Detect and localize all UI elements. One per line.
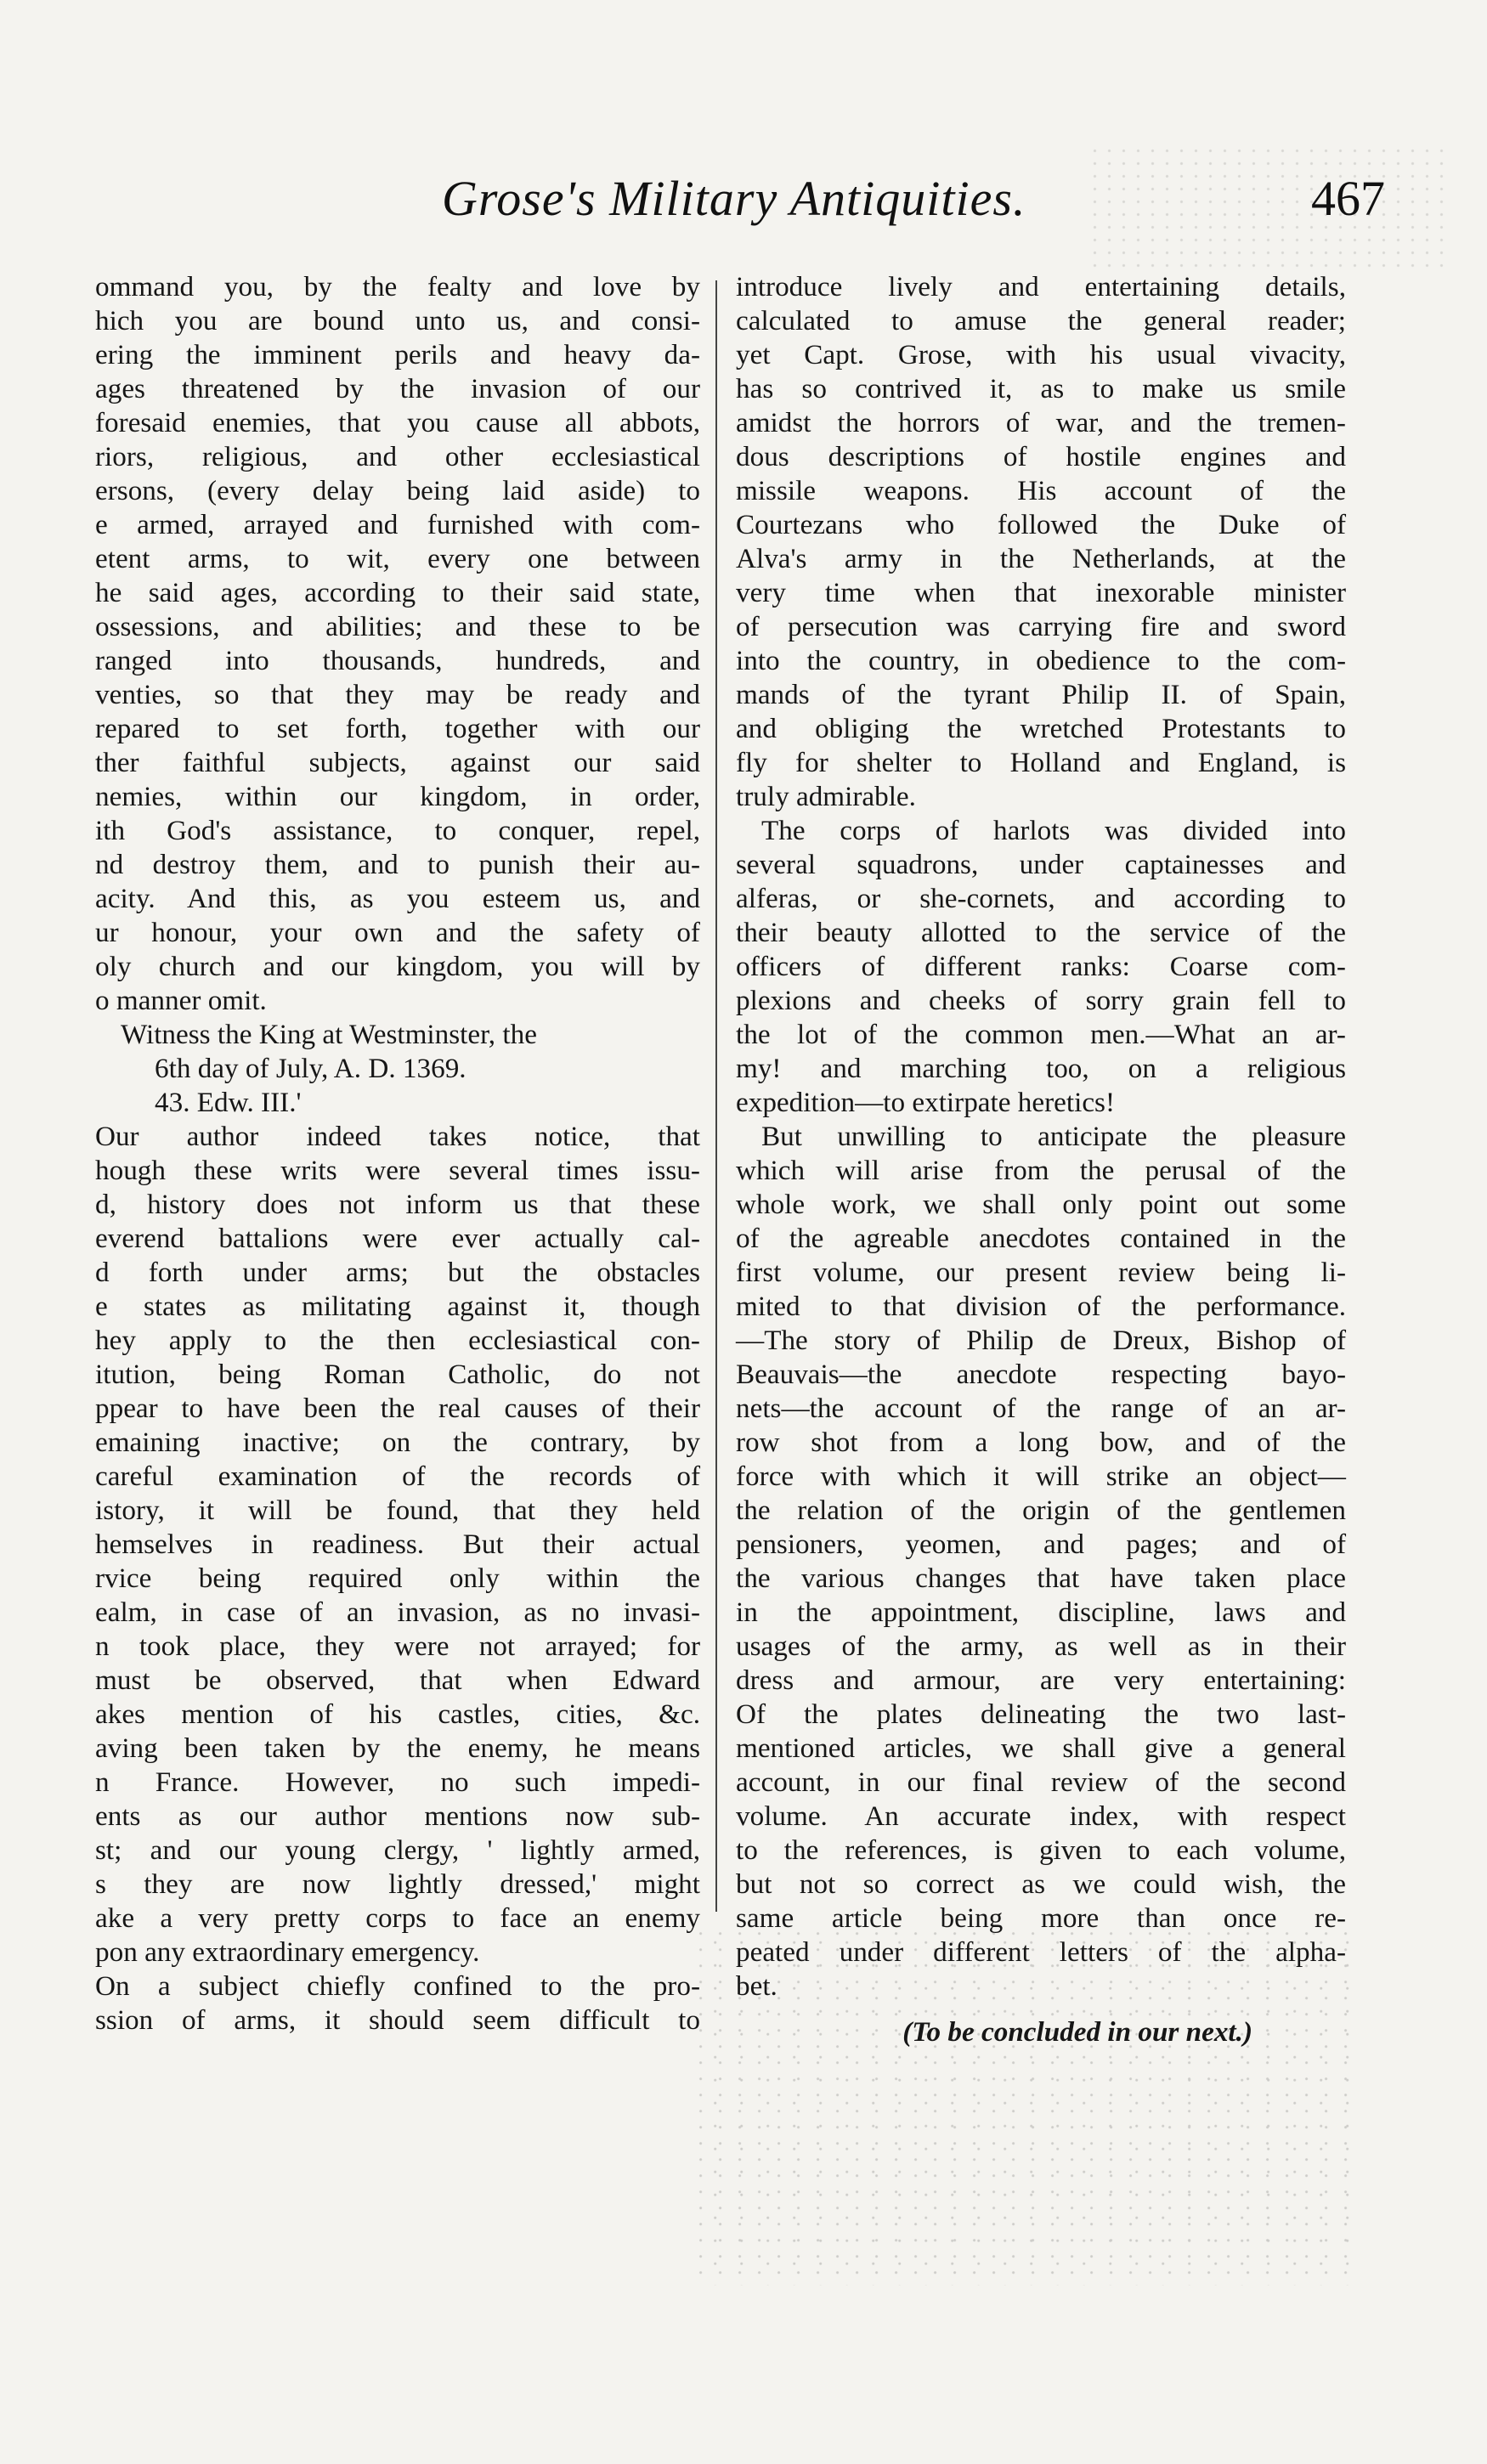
text-line: riors, religious, and other ecclesiastical — [95, 441, 700, 472]
text-line: whole work, we shall only point out some — [736, 1189, 1346, 1220]
left-column — [95, 270, 700, 2037]
running-title: Grose's Military Antiquities. — [442, 171, 1026, 226]
text-line: into the country, in obedience to the com- — [736, 645, 1346, 676]
text-line: missile weapons. His account of the — [736, 475, 1346, 506]
text-line: hey apply to the then ecclesiastical con- — [95, 1325, 700, 1356]
text-line: their beauty allotted to the service of the — [736, 917, 1346, 948]
text-line: 6th day of July, A. D. 1369. — [155, 1053, 466, 1084]
page-number: 467 — [1311, 171, 1385, 226]
text-line: amidst the horrors of war, and the tremen- — [736, 407, 1346, 438]
text-line: ages threatened by the invasion of our — [95, 373, 700, 404]
text-line: alferas, or she-cornets, and according to — [736, 883, 1346, 914]
text-line: itution, being Roman Catholic, do not — [95, 1359, 700, 1390]
text-line: 43. Edw. III.' — [155, 1087, 302, 1118]
text-line: ersons, (every delay being laid aside) to — [95, 475, 700, 506]
text-line: volume. An accurate index, with respect — [736, 1800, 1346, 1832]
text-line: careful examination of the records of — [95, 1461, 700, 1492]
text-line: pensioners, yeomen, and pages; and of — [736, 1529, 1346, 1560]
text-line: —The story of Philip de Dreux, Bishop of — [736, 1325, 1346, 1356]
text-line: the lot of the common men.—What an ar- — [736, 1019, 1346, 1050]
text-line: oly church and our kingdom, you will by — [95, 951, 700, 982]
text-line: nets—the account of the range of an ar- — [736, 1393, 1346, 1424]
text-line: expedition—to extirpate heretics! — [736, 1087, 1116, 1118]
text-line: Witness the King at Westminster, the — [121, 1019, 537, 1050]
text-line: introduce lively and entertaining details, — [736, 271, 1346, 302]
text-line: fly for shelter to Holland and England, is — [736, 747, 1346, 778]
text-line: hough these writs were several times issu- — [95, 1155, 700, 1186]
text-line: n took place, they were not arrayed; for — [95, 1630, 700, 1662]
text-line: Our author indeed takes notice, that — [95, 1121, 700, 1152]
text-line: foresaid enemies, that you cause all abbots, — [95, 407, 700, 438]
text-line: s they are now lightly dressed,' might — [95, 1868, 700, 1900]
text-line: officers of different ranks: Coarse com- — [736, 951, 1346, 982]
text-line: ranged into thousands, hundreds, and — [95, 645, 700, 676]
text-line: the various changes that have taken place — [736, 1563, 1346, 1594]
text-line: n France. However, no such impedi- — [95, 1766, 700, 1798]
text-line: peated under different letters of the alpha- — [736, 1936, 1346, 1968]
text-line: But unwilling to anticipate the pleasure — [761, 1121, 1346, 1152]
text-line: ake a very pretty corps to face an enemy — [95, 1902, 700, 1934]
text-line: emaining inactive; on the contrary, by — [95, 1427, 700, 1458]
text-line: nemies, within our kingdom, in order, — [95, 781, 700, 812]
text-line: account, in our final review of the second — [736, 1766, 1346, 1798]
text-line: Of the plates delineating the two last- — [736, 1698, 1346, 1730]
text-line: the relation of the origin of the gentlemen — [736, 1495, 1346, 1526]
text-line: On a subject chiefly confined to the pro- — [95, 1970, 700, 2002]
text-line: st; and our young clergy, ' lightly armed, — [95, 1834, 700, 1866]
text-line: same article being more than once re- — [736, 1902, 1346, 1934]
text-line: of the agreable anecdotes contained in the — [736, 1223, 1346, 1254]
text-line: mentioned articles, we shall give a general — [736, 1732, 1346, 1764]
text-line: ur honour, your own and the safety of — [95, 917, 700, 948]
text-line: ther faithful subjects, against our said — [95, 747, 700, 778]
text-line: but not so correct as we could wish, the — [736, 1868, 1346, 1900]
text-line: o manner omit. — [95, 985, 267, 1016]
text-line: yet Capt. Grose, with his usual vivacity, — [736, 339, 1346, 370]
text-line: he said ages, according to their said state, — [95, 577, 700, 608]
text-line: acity. And this, as you esteem us, and — [95, 883, 700, 914]
text-line: calculated to amuse the general reader; — [736, 305, 1346, 336]
text-line: ith God's assistance, to conquer, repel, — [95, 815, 700, 846]
text-line: Beauvais—the anecdote respecting bayo- — [736, 1359, 1346, 1390]
text-line: truly admirable. — [736, 781, 916, 812]
text-line: first volume, our present review being li- — [736, 1257, 1346, 1288]
text-line: dous descriptions of hostile engines and — [736, 441, 1346, 472]
text-line: The corps of harlots was divided into — [761, 815, 1346, 846]
text-line: etent arms, to wit, every one between — [95, 543, 700, 574]
text-line: ents as our author mentions now sub- — [95, 1800, 700, 1832]
text-line: d, history does not inform us that these — [95, 1189, 700, 1220]
text-line: ssion of arms, it should seem difficult to — [95, 2004, 700, 2036]
column-divider — [715, 280, 717, 1912]
text-line: pon any extraordinary emergency. — [95, 1936, 480, 1968]
text-line: mited to that division of the performance. — [736, 1291, 1346, 1322]
text-line: ommand you, by the fealty and love by — [95, 271, 700, 302]
text-line: everend battalions were ever actually cal- — [95, 1223, 700, 1254]
continuation-note: (To be concluded in our next.) — [902, 2016, 1252, 2048]
text-line: ealm, in case of an invasion, as no invasi- — [95, 1597, 700, 1628]
text-line: venties, so that they may be ready and — [95, 679, 700, 710]
text-line: mands of the tyrant Philip II. of Spain, — [736, 679, 1346, 710]
text-line: force with which it will strike an object— — [736, 1461, 1346, 1492]
text-line: nd destroy them, and to punish their au- — [95, 849, 700, 880]
text-line: ossessions, and abilities; and these to be — [95, 611, 700, 642]
text-line: Alva's army in the Netherlands, at the — [736, 543, 1346, 574]
text-line: rvice being required only within the — [95, 1563, 700, 1594]
text-line: ering the imminent perils and heavy da- — [95, 339, 700, 370]
text-line: e armed, arrayed and furnished with com- — [95, 509, 700, 540]
page-header — [442, 170, 1385, 263]
text-line: must be observed, that when Edward — [95, 1664, 700, 1696]
text-line: which will arise from the perusal of the — [736, 1155, 1346, 1186]
text-line: hich you are bound unto us, and consi- — [95, 305, 700, 336]
text-line: of persecution was carrying fire and sword — [736, 611, 1346, 642]
text-line: akes mention of his castles, cities, &c. — [95, 1698, 700, 1730]
text-line: hemselves in readiness. But their actual — [95, 1529, 700, 1560]
text-line: plexions and cheeks of sorry grain fell to — [736, 985, 1346, 1016]
right-column — [736, 270, 1346, 2049]
text-line: my! and marching too, on a religious — [736, 1053, 1346, 1084]
text-line: row shot from a long bow, and of the — [736, 1427, 1346, 1458]
text-line: repared to set forth, together with our — [95, 713, 700, 744]
text-line: has so contrived it, as to make us smile — [736, 373, 1346, 404]
text-line: and obliging the wretched Protestants to — [736, 713, 1346, 744]
text-line: dress and armour, are very entertaining: — [736, 1664, 1346, 1696]
text-line: d forth under arms; but the obstacles — [95, 1257, 700, 1288]
text-line: several squadrons, under captainesses and — [736, 849, 1346, 880]
text-line: to the references, is given to each volume, — [736, 1834, 1346, 1866]
text-line: in the appointment, discipline, laws and — [736, 1597, 1346, 1628]
print-speckle-bottom — [697, 1929, 1360, 2286]
text-line: aving been taken by the enemy, he means — [95, 1732, 700, 1764]
text-line: ppear to have been the real causes of their — [95, 1393, 700, 1424]
text-line: usages of the army, as well as in their — [736, 1630, 1346, 1662]
text-line: very time when that inexorable minister — [736, 577, 1346, 608]
text-line: istory, it will be found, that they held — [95, 1495, 700, 1526]
text-line: bet. — [736, 1970, 777, 2002]
text-line: Courtezans who followed the Duke of — [736, 509, 1346, 540]
text-line: e states as militating against it, though — [95, 1291, 700, 1322]
